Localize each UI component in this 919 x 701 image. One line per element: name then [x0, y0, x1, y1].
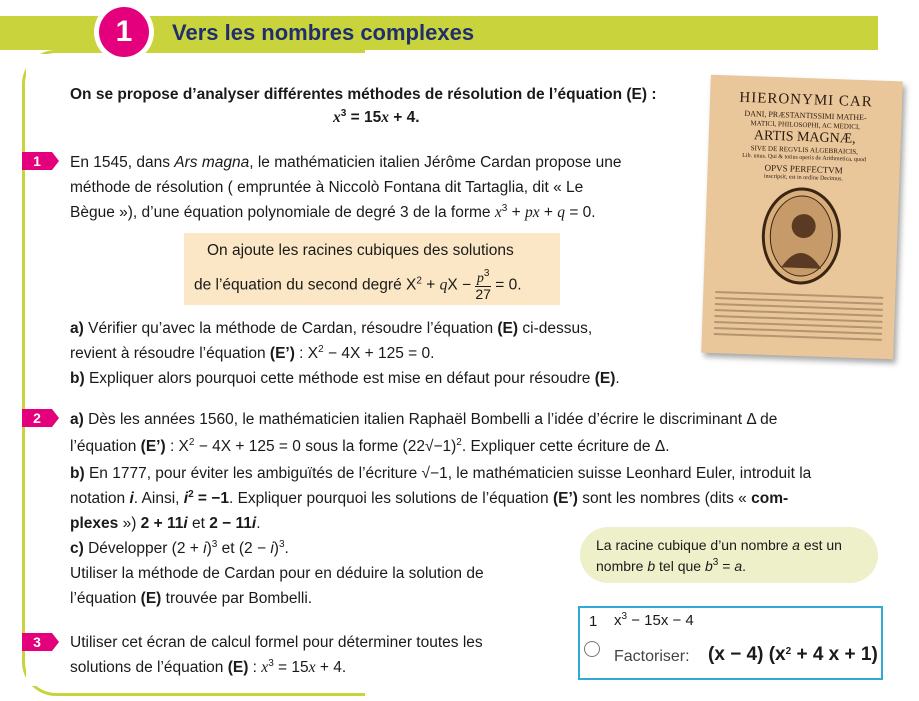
- section-2-question-a-1: a) Dès les années 1560, le mathématicien italien Raphaël Bombelli a l’idée d’écrire le discriminant Δ de: [70, 411, 778, 428]
- section-2-question-a-2: l’équation (E’) : $X^2 - 4X + 125 = 0$ sous la forme $(22√-1)^2$. Expliquer cette écriture de Δ.: [70, 437, 670, 455]
- book-line-3: MATICI, PHILOSOPHI, AC MEDICI,: [750, 119, 861, 131]
- book-line-4: ARTIS MAGNÆ,: [753, 128, 856, 147]
- section-1-question-b: b) Expliquer alors pourquoi cette méthode est mise en défaut pour résoudre (E).: [70, 370, 620, 387]
- cas-output: (x − 4) ($x^2 + 4$ x + 1): [708, 644, 878, 665]
- ars-magna-cover-image: [701, 75, 903, 360]
- section-1-marker: 1: [22, 152, 52, 170]
- section-2-question-c-3: l’équation (E) trouvée par Bombelli.: [70, 590, 313, 607]
- book-line-5: SIVE DE REGVLIS ALGEBRAICIS,: [750, 144, 859, 156]
- section-1-line-3: Bègue »), d’une équation polynomiale de degré 3 de la forme $x^3$ + px + q = 0.: [70, 203, 596, 221]
- section-1-line-1: En 1545, dans Ars magna, le mathématicien italien Jérôme Cardan propose une: [70, 154, 622, 171]
- book-line-8: inscripsit, est in ordine Decimus.: [763, 173, 843, 183]
- book-line-2: DANI, PRÆSTANTISSIMI MATHE-: [744, 108, 867, 123]
- section-2-question-b-3: plexes ») 2 + 11i et 2 − 11i.: [70, 515, 261, 532]
- section-3-line-2: solutions de l’équation (E) : $x^3 = 15x + 4$.: [70, 658, 347, 676]
- cas-input[interactable]: $x^3 - 15x - 4$: [614, 611, 694, 629]
- cas-calculator-screen: [578, 606, 883, 680]
- section-2-question-b-2: notation i. Ainsi, $i^2 = -1$. Expliquer pourquoi les solutions de l’équation (E’) sont les nombres (dits « com-: [70, 489, 789, 507]
- section-3-line-1: Utiliser cet écran de calcul formel pour déterminer toutes les: [70, 634, 483, 651]
- section-2-question-b-1: b) En 1777, pour éviter les ambiguïtés de l’écriture √−1, le mathématicien suisse Leonhard Euler, introduit la: [70, 465, 812, 482]
- cardan-box-line-1: On ajoute les racines cubiques des solutions: [207, 242, 514, 259]
- book-line-6: Lib. unus. Qui & totius operis de Arithmetica, quod: [742, 152, 867, 164]
- cas-radio-button[interactable]: [584, 641, 600, 657]
- intro-equation: $x^3 = 15x + 4$.: [333, 108, 420, 126]
- section-2-question-c-2: Utiliser la méthode de Cardan pour en déduire la solution de: [70, 565, 484, 582]
- portrait-medallion: [759, 185, 844, 288]
- note-line-1: La racine cubique d’un nombre a est un: [596, 537, 842, 553]
- section-1-line-2: méthode de résolution ( empruntée à Niccolò Fontana dit Tartaglia, dit « Le: [70, 179, 584, 196]
- section-2-marker: 2: [22, 409, 52, 427]
- section-3-marker: 3: [22, 633, 52, 651]
- cardan-box-line-2: de l’équation du second degré $X^2$ + qX − $p^3$ 27 = 0.: [194, 268, 522, 302]
- intro-text: On se propose d’analyser différentes méthodes de résolution de l’équation (E) :: [70, 86, 657, 103]
- book-line-7: OPVS PERFECTVM: [764, 162, 843, 176]
- chapter-number: 1: [99, 7, 149, 57]
- cas-row-number: 1: [589, 613, 598, 630]
- cas-command: Factoriser:: [614, 648, 690, 665]
- book-line-1: HIERONYMI CAR: [739, 89, 874, 111]
- note-line-2: nombre b tel que $b^3 = a$.: [596, 557, 746, 574]
- section-1-question-a-1: a) Vérifier qu’avec la méthode de Cardan, résoudre l’équation (E) ci-dessus,: [70, 320, 593, 337]
- section-1-question-a-2: revient à résoudre l’équation (E’) : $X^2 - 4X + 125 = 0$.: [70, 344, 435, 362]
- page-title: Vers les nombres complexes: [172, 20, 475, 45]
- section-2-question-c-1: c) Développer $(2 + i)^3$ et $(2 - i)^3$.: [70, 539, 289, 557]
